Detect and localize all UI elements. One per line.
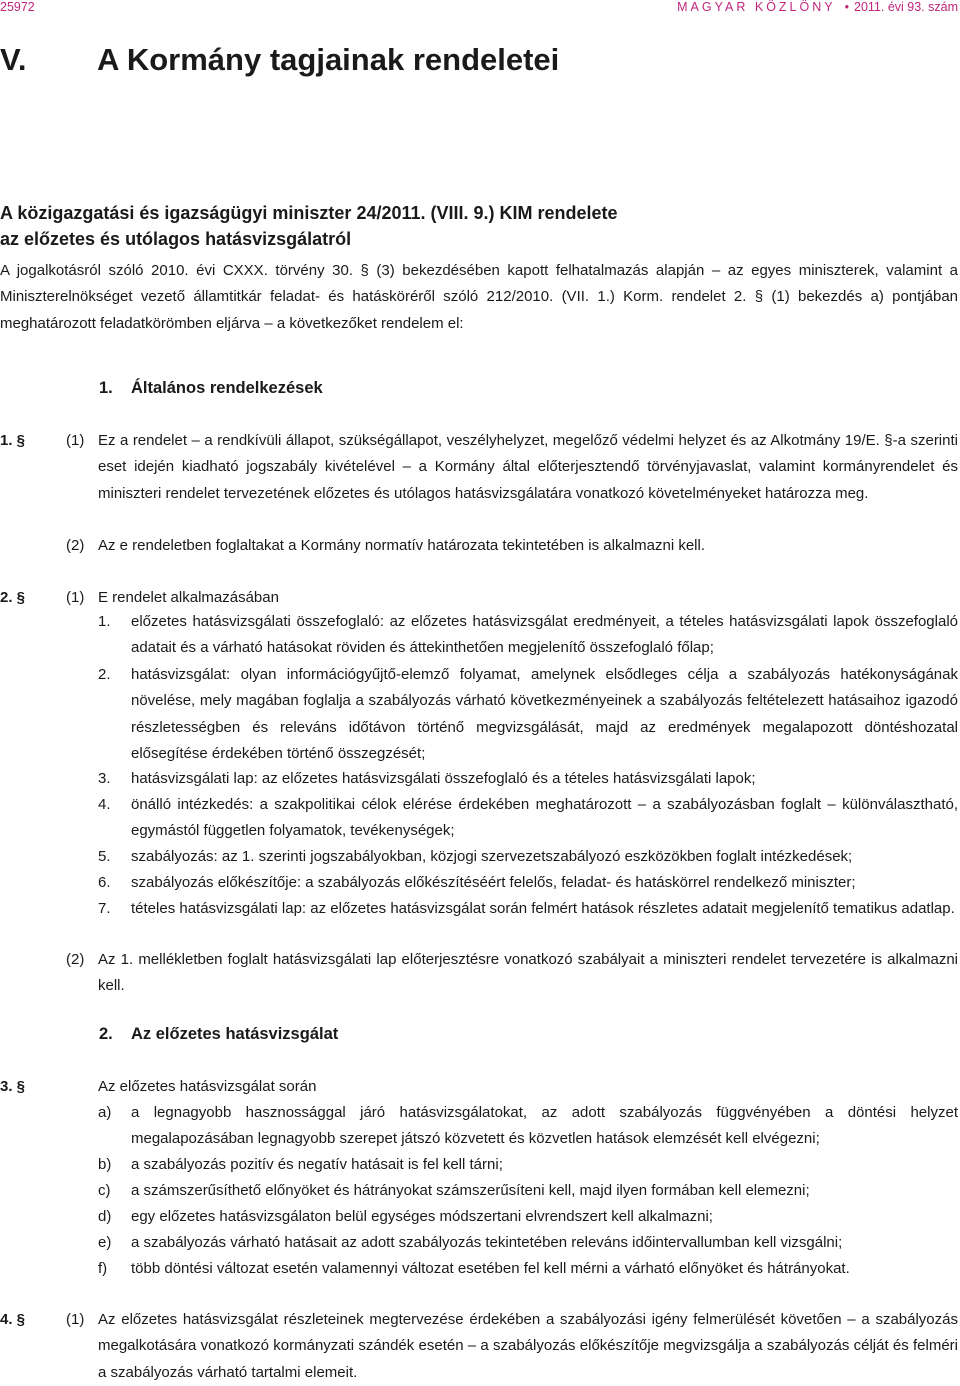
- subsection-label: (2): [66, 951, 85, 968]
- list-item-number: 4.: [98, 796, 111, 813]
- list-item-text: a szabályozás várható hatásait az adott szabályozás tekintetében releváns időintervallumban kell vizsgálni;: [131, 1234, 843, 1251]
- list-item-number: 2.: [98, 666, 111, 683]
- decree-title: [0, 200, 618, 252]
- subsection-label: (1): [66, 1311, 85, 1328]
- list-item-number: 3.: [98, 770, 111, 787]
- list-item-letter: e): [98, 1234, 112, 1251]
- subsection-text: Az előzetes hatásvizsgálat részleteinek megtervezése érdekében a szabályozási igény felmerülését követően – a szabályozás megalkotására vonatkozó kormányzati szándék esetén – a szabályozás előkészítője megvizsgálja a szabályozás célját és felméri a szabályozás várható tartalmi elemeit.: [98, 1311, 958, 1381]
- section-title: Az előzetes hatásvizsgálat: [131, 1025, 339, 1043]
- subsection-text: Ez a rendelet – a rendkívüli állapot, szükségállapot, veszélyhelyzet, megelőző védelmi helyzet és az Alkotmány 19/E. §-a szerinti eset idején kiadható jogszabály kivételével – a Kormány által előterjesztendő törvényjavaslat, valamint kormányrendelet és miniszteri rendelet tervezetének előzetes és utólagos hatásvizsgálatára vonatkozó követelményeket határozza meg.: [98, 432, 958, 502]
- issue-number: 2011. évi 93. szám: [854, 0, 958, 14]
- list-item-number: 7.: [98, 900, 111, 917]
- list-item-letter: d): [98, 1208, 112, 1225]
- list-item-text: önálló intézkedés: a szakpolitikai célok elérése érdekében meghatározott – a szabályozásban foglalt – különválasztható, egymástól független folyamatok, tevékenységek;: [131, 796, 958, 840]
- list-item-letter: b): [98, 1156, 112, 1173]
- list-item-text: hatásvizsgálati lap: az előzetes hatásvizsgálati összefoglaló és a tételes hatásvizsgálati lapok;: [131, 770, 756, 787]
- section-title: Általános rendelkezések: [131, 379, 323, 397]
- list-item-letter: c): [98, 1182, 111, 1199]
- decree-title-line1: A közigazgatási és igazságügyi miniszter 24/2011. (VIII. 9.) KIM rendelete: [0, 203, 618, 223]
- list-item-number: 6.: [98, 874, 111, 891]
- list-item-text: a számszerűsíthető előnyöket és hátrányokat számszerűsíteni kell, majd ilyen formában kell elemezni;: [131, 1182, 810, 1199]
- list-item-text: egy előzetes hatásvizsgálaton belül egységes módszertani elvrendszert kell alkalmazni;: [131, 1208, 713, 1225]
- preamble: A jogalkotásról szóló 2010. évi CXXX. törvény 30. § (3) bekezdésében kapott felhatalmazás alapján – az egyes miniszterek, valamint a Miniszterelnökséget vezető államtitkár feladat- és hatásköréről szóló 212/2010. (VII. 1.) Korm. rendelet 2. § (1) bekezdés a) pontjában meghatározott feladatkörömben eljárva – a következőket rendelem el:: [0, 262, 958, 332]
- list-item-number: 1.: [98, 613, 111, 630]
- list-item-letter: a): [98, 1104, 112, 1121]
- decree-title-line2: az előzetes és utólagos hatásvizsgálatról: [0, 229, 352, 249]
- journal-info: [677, 0, 958, 14]
- bullet-separator: •: [844, 0, 849, 14]
- list-item-text: a legnagyobb hasznossággal járó hatásvizsgálatokat, az adott szabályozás függvényében a döntési helyzet megalapozásában legnagyobb szerepet játszó közvetett és közvetlen hatások elemzését kell elvégezni;: [131, 1104, 958, 1148]
- list-item-text: szabályozás: az 1. szerinti jogszabályokban, közjogi szervezetszabályozó eszközökben foglalt intézkedések;: [131, 848, 853, 865]
- paragraph-number: 1. §: [0, 432, 26, 449]
- list-item-text: a szabályozás pozitív és negatív hatásait is fel kell tárni;: [131, 1156, 503, 1173]
- page-number: 25972: [0, 0, 35, 14]
- running-header: [0, 0, 960, 20]
- paragraph-intro: Az előzetes hatásvizsgálat során: [98, 1078, 317, 1095]
- list-item-letter: f): [98, 1260, 108, 1277]
- list-item-text: szabályozás előkészítője: a szabályozás előkészítéséért felelős, feladat- és hatáskörrel rendelkező miniszter;: [131, 874, 856, 891]
- paragraph-number: 3. §: [0, 1078, 26, 1095]
- list-item-number: 5.: [98, 848, 111, 865]
- list-item-text: tételes hatásvizsgálati lap: az előzetes hatásvizsgálat során felmért hatások részletes adatait megjelenítő tematikus adatlap.: [131, 900, 955, 917]
- subsection-label: (1): [66, 432, 85, 449]
- section-number: 2.: [99, 1025, 113, 1043]
- list-item-text: több döntési változat esetén valamennyi változat esetében fel kell mérni a várható előnyöket és hátrányokat.: [131, 1260, 850, 1277]
- chapter-number: V.: [0, 42, 27, 77]
- list-item-text: hatásvizsgálat: olyan információgyűjtő-elemző folyamat, amelynek elsődleges célja a szabályozás hatékonyságának növelése, mely magában foglalja a szabályozás várható következményeinek a szabályozás feltételezett hatásaihoz igazodó részletességben és releváns időtávon történő megvizsgálását, majd az eredmények megalapozott döntéshozatal elősegítése érdekében történő összegzését;: [131, 666, 958, 762]
- subsection-text: E rendelet alkalmazásában: [98, 589, 279, 606]
- subsection-text: Az 1. mellékletben foglalt hatásvizsgálati lap előterjesztésre vonatkozó szabályait a miniszteri rendelet tervezetére is alkalmazni kell.: [98, 951, 958, 995]
- subsection-label: (1): [66, 589, 85, 606]
- chapter-title: A Kormány tagjainak rendeletei: [97, 42, 560, 77]
- section-number: 1.: [99, 379, 113, 397]
- paragraph-number: 4. §: [0, 1311, 26, 1328]
- list-item-text: előzetes hatásvizsgálati összefoglaló: az előzetes hatásvizsgálat eredményeit, a tételes hatásvizsgálati lapok összefoglaló adatait és a várható hatásokat röviden és áttekinthetően megjelenítő összefoglaló főlap;: [131, 613, 958, 657]
- subsection-label: (2): [66, 537, 85, 554]
- subsection-text: Az e rendeletben foglaltakat a Kormány normatív határozata tekintetében is alkalmazni kell.: [98, 537, 706, 554]
- journal-name: MAGYAR KÖZLÖNY: [677, 0, 836, 14]
- paragraph-number: 2. §: [0, 589, 26, 606]
